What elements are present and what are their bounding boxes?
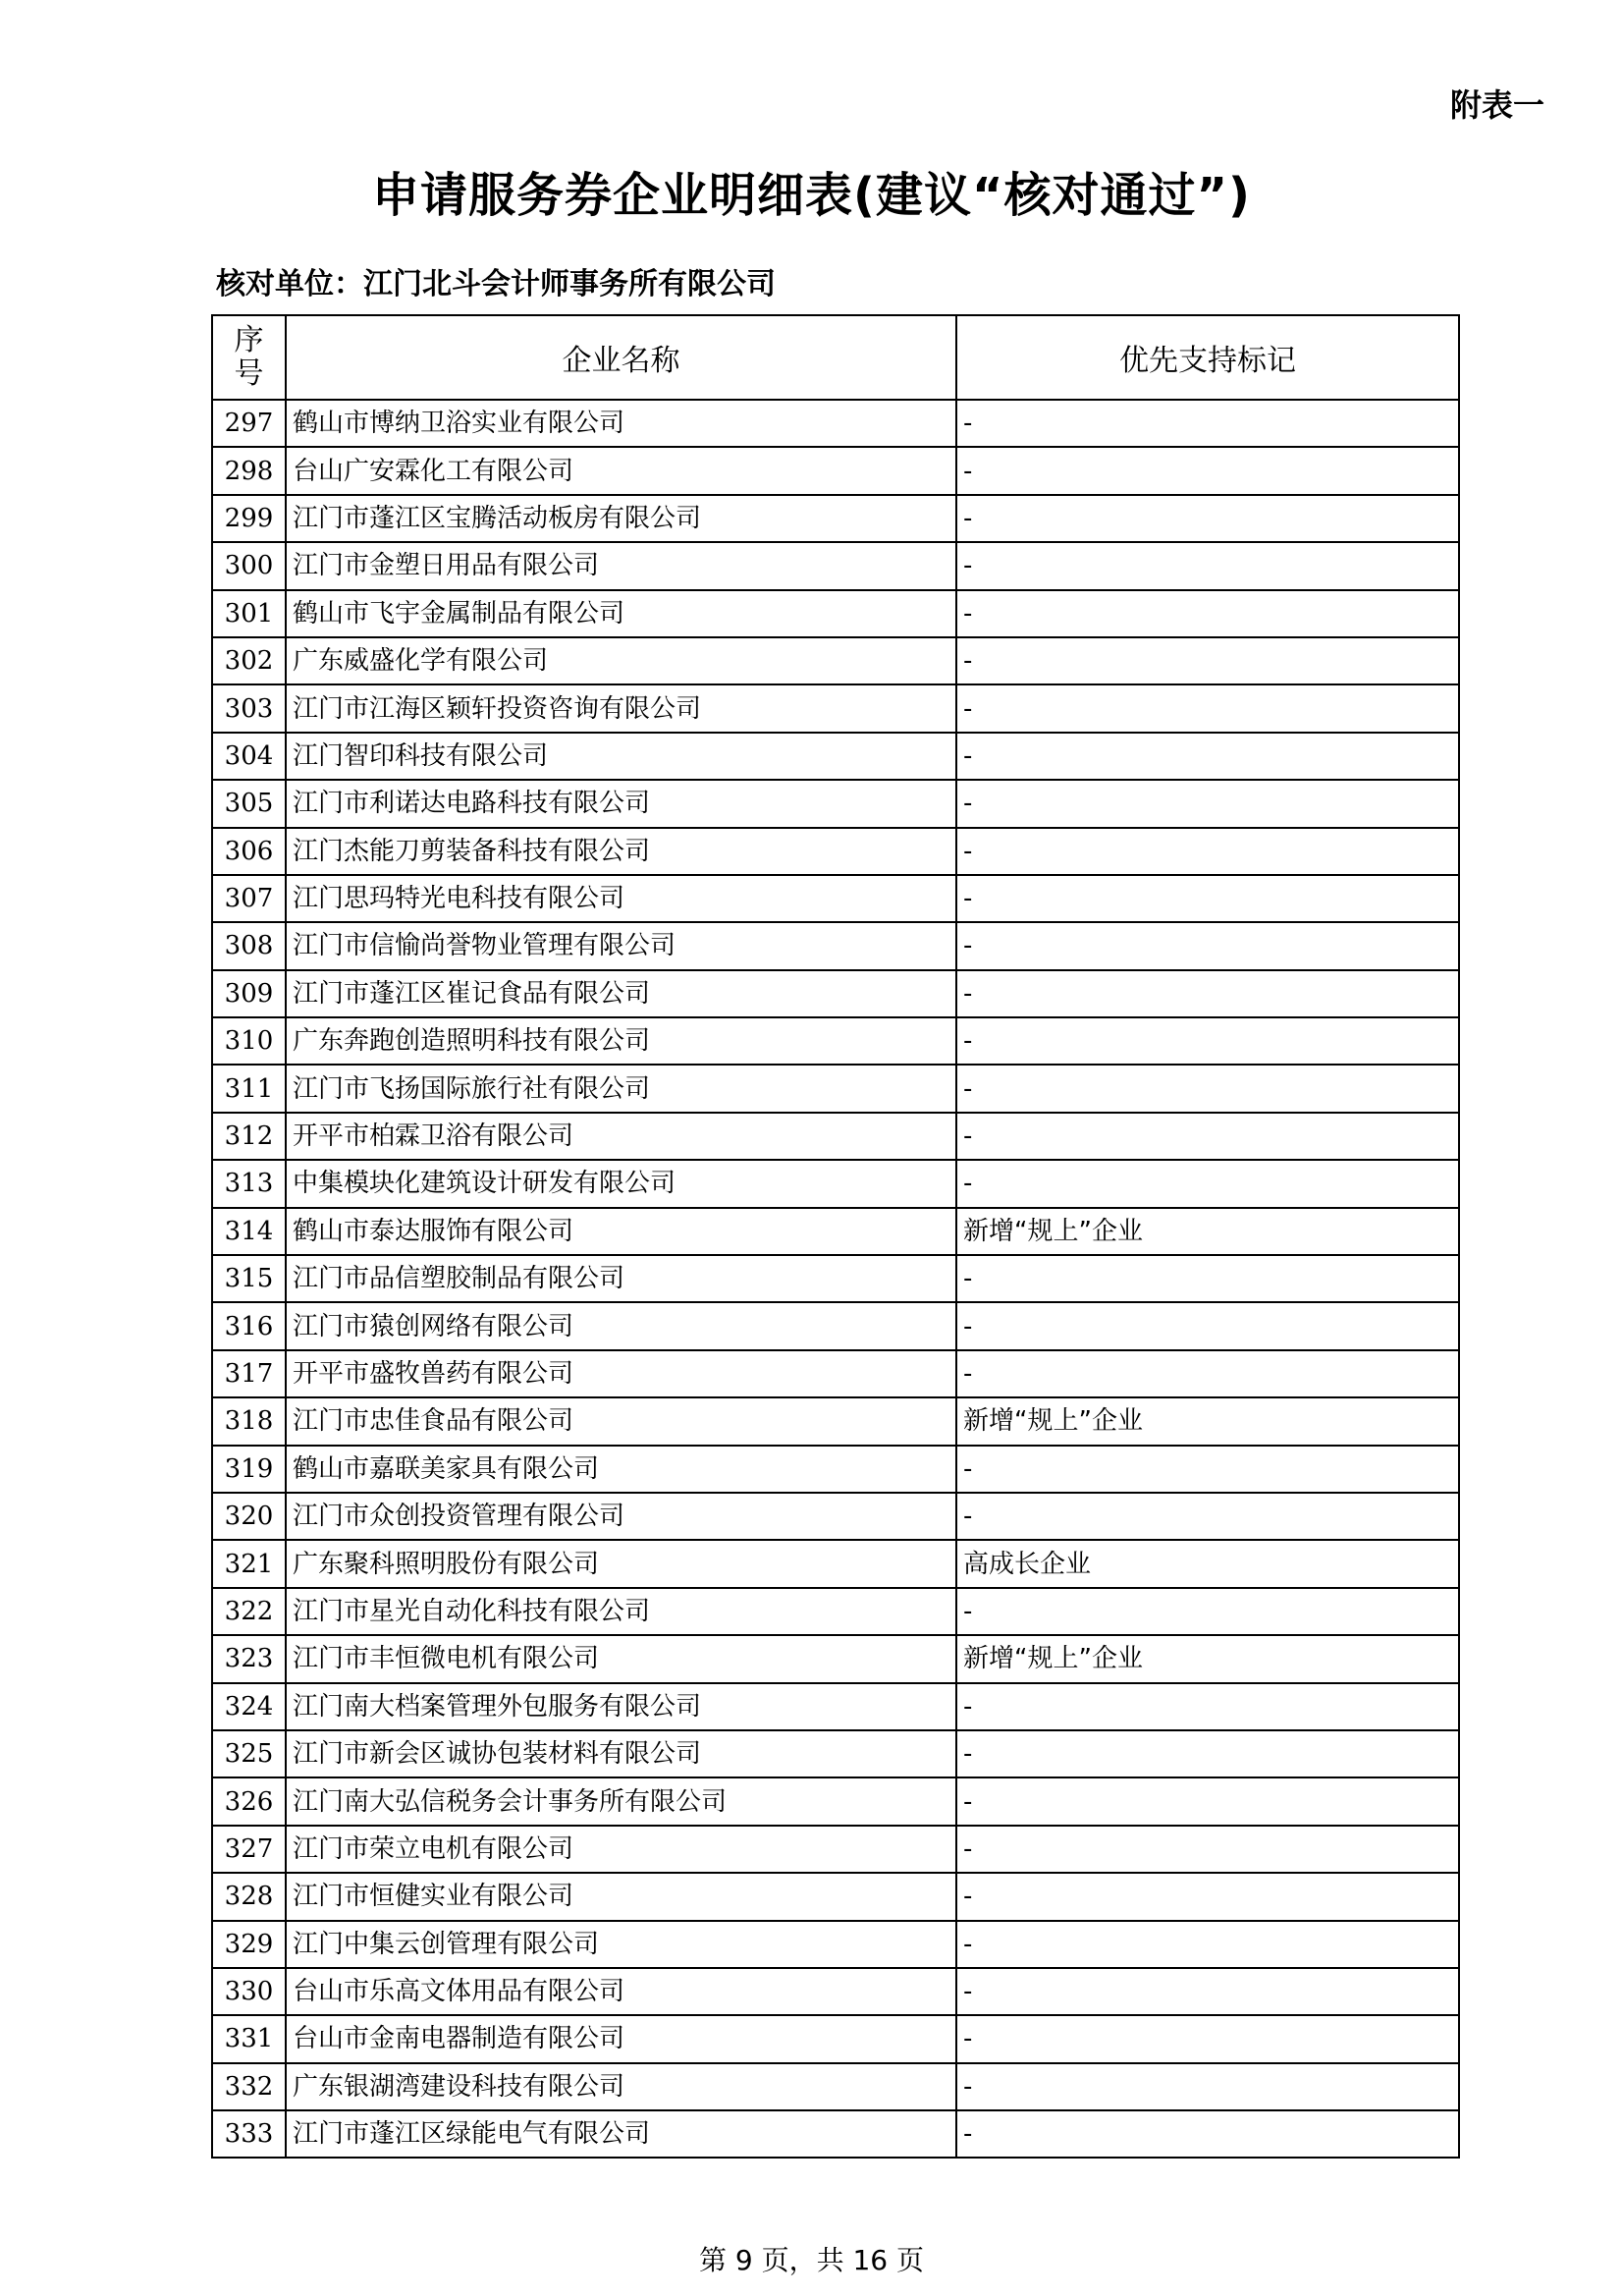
- row-priority-mark: -: [956, 1730, 1459, 1777]
- row-company-name: 江门市蓬江区绿能电气有限公司: [286, 2110, 956, 2158]
- row-serial-number: 312: [212, 1113, 286, 1160]
- row-serial-number: 328: [212, 1873, 286, 1920]
- row-company-name: 江门市猿创网络有限公司: [286, 1302, 956, 1349]
- row-priority-mark: -: [956, 970, 1459, 1017]
- table-row: [212, 733, 1459, 780]
- row-company-name: 广东聚科照明股份有限公司: [286, 1540, 956, 1587]
- row-company-name: 江门市星光自动化科技有限公司: [286, 1588, 956, 1635]
- row-serial-number: 313: [212, 1160, 286, 1207]
- row-company-name: 江门市荣立电机有限公司: [286, 1826, 956, 1873]
- row-priority-mark: -: [956, 447, 1459, 494]
- row-company-name: 广东威盛化学有限公司: [286, 637, 956, 684]
- table-row: [212, 1730, 1459, 1777]
- table-row: [212, 970, 1459, 1017]
- row-priority-mark: -: [956, 1446, 1459, 1493]
- row-company-name: 台山市金南电器制造有限公司: [286, 2015, 956, 2062]
- row-serial-number: 333: [212, 2110, 286, 2158]
- row-priority-mark: 新增“规上”企业: [956, 1208, 1459, 1255]
- row-serial-number: 316: [212, 1302, 286, 1349]
- row-priority-mark: -: [956, 2015, 1459, 2062]
- row-priority-mark: 新增“规上”企业: [956, 1397, 1459, 1445]
- row-serial-number: 323: [212, 1635, 286, 1682]
- row-serial-number: 320: [212, 1493, 286, 1540]
- table-row: [212, 1208, 1459, 1255]
- row-priority-mark: -: [956, 684, 1459, 732]
- row-priority-mark: -: [956, 1588, 1459, 1635]
- row-serial-number: 297: [212, 400, 286, 447]
- table-row: [212, 2110, 1459, 2158]
- row-serial-number: 317: [212, 1350, 286, 1397]
- row-company-name: 鹤山市嘉联美家具有限公司: [286, 1446, 956, 1493]
- verifier-line: 核对单位：江门北斗会计师事务所有限公司: [216, 267, 776, 301]
- row-priority-mark: -: [956, 922, 1459, 969]
- table-row: [212, 1302, 1459, 1349]
- row-company-name: 江门市品信塑胶制品有限公司: [286, 1255, 956, 1302]
- row-serial-number: 324: [212, 1683, 286, 1730]
- row-serial-number: 331: [212, 2015, 286, 2062]
- table-row: [212, 1446, 1459, 1493]
- row-priority-mark: -: [956, 780, 1459, 827]
- row-serial-number: 327: [212, 1826, 286, 1873]
- table-row: [212, 1826, 1459, 1873]
- row-priority-mark: -: [956, 1017, 1459, 1065]
- row-serial-number: 308: [212, 922, 286, 969]
- table-row: [212, 2015, 1459, 2062]
- row-company-name: 江门市丰恒微电机有限公司: [286, 1635, 956, 1682]
- row-company-name: 江门南大档案管理外包服务有限公司: [286, 1683, 956, 1730]
- row-company-name: 江门市飞扬国际旅行社有限公司: [286, 1065, 956, 1112]
- row-serial-number: 302: [212, 637, 286, 684]
- table-row: [212, 875, 1459, 922]
- table-row: [212, 780, 1459, 827]
- page-footer: 第 9 页，共 16 页: [698, 2244, 925, 2276]
- table-row: [212, 590, 1459, 637]
- row-serial-number: 329: [212, 1921, 286, 1968]
- row-priority-mark: -: [956, 1921, 1459, 1968]
- row-company-name: 开平市盛牧兽药有限公司: [286, 1350, 956, 1397]
- table-row: [212, 1017, 1459, 1065]
- row-priority-mark: 新增“规上”企业: [956, 1635, 1459, 1682]
- row-priority-mark: -: [956, 1065, 1459, 1112]
- row-priority-mark: -: [956, 495, 1459, 542]
- table-row: [212, 1113, 1459, 1160]
- row-priority-mark: -: [956, 1683, 1459, 1730]
- row-company-name: 江门市蓬江区宝腾活动板房有限公司: [286, 495, 956, 542]
- row-priority-mark: -: [956, 1968, 1459, 2015]
- table-row: [212, 2063, 1459, 2110]
- row-company-name: 江门中集云创管理有限公司: [286, 1921, 956, 1968]
- row-priority-mark: 高成长企业: [956, 1540, 1459, 1587]
- row-serial-number: 305: [212, 780, 286, 827]
- row-serial-number: 299: [212, 495, 286, 542]
- row-company-name: 中集模块化建筑设计研发有限公司: [286, 1160, 956, 1207]
- row-company-name: 江门市蓬江区崔记食品有限公司: [286, 970, 956, 1017]
- row-priority-mark: -: [956, 1302, 1459, 1349]
- table-row: [212, 1255, 1459, 1302]
- table-row: [212, 495, 1459, 542]
- table-row: [212, 684, 1459, 732]
- row-serial-number: 326: [212, 1777, 286, 1825]
- row-company-name: 江门市忠佳食品有限公司: [286, 1397, 956, 1445]
- row-serial-number: 318: [212, 1397, 286, 1445]
- company-table: [211, 314, 1460, 2159]
- row-serial-number: 307: [212, 875, 286, 922]
- table-header-row: [212, 315, 1459, 400]
- table-row: [212, 1493, 1459, 1540]
- row-serial-number: 300: [212, 542, 286, 589]
- header-priority-mark: 优先支持标记: [956, 315, 1459, 400]
- row-serial-number: 309: [212, 970, 286, 1017]
- row-serial-number: 303: [212, 684, 286, 732]
- row-company-name: 江门市恒健实业有限公司: [286, 1873, 956, 1920]
- row-serial-number: 321: [212, 1540, 286, 1587]
- header-company-name: 企业名称: [286, 315, 956, 400]
- row-serial-number: 301: [212, 590, 286, 637]
- row-company-name: 江门市众创投资管理有限公司: [286, 1493, 956, 1540]
- table-row: [212, 1683, 1459, 1730]
- row-serial-number: 306: [212, 828, 286, 875]
- annex-label: 附表一: [1449, 86, 1544, 124]
- row-company-name: 鹤山市博纳卫浴实业有限公司: [286, 400, 956, 447]
- row-company-name: 江门南大弘信税务会计事务所有限公司: [286, 1777, 956, 1825]
- row-serial-number: 319: [212, 1446, 286, 1493]
- row-priority-mark: -: [956, 542, 1459, 589]
- row-serial-number: 314: [212, 1208, 286, 1255]
- row-company-name: 鹤山市泰达服饰有限公司: [286, 1208, 956, 1255]
- table-row: [212, 1065, 1459, 1112]
- row-serial-number: 332: [212, 2063, 286, 2110]
- row-priority-mark: -: [956, 1113, 1459, 1160]
- row-company-name: 江门思玛特光电科技有限公司: [286, 875, 956, 922]
- row-company-name: 江门市江海区颖轩投资咨询有限公司: [286, 684, 956, 732]
- row-priority-mark: -: [956, 828, 1459, 875]
- table-row: [212, 1540, 1459, 1587]
- row-priority-mark: -: [956, 1826, 1459, 1873]
- row-priority-mark: -: [956, 2110, 1459, 2158]
- table-row: [212, 922, 1459, 969]
- row-company-name: 江门杰能刀剪装备科技有限公司: [286, 828, 956, 875]
- row-priority-mark: -: [956, 1873, 1459, 1920]
- row-priority-mark: -: [956, 1777, 1459, 1825]
- row-serial-number: 315: [212, 1255, 286, 1302]
- table-row: [212, 828, 1459, 875]
- row-company-name: 江门智印科技有限公司: [286, 733, 956, 780]
- table-row: [212, 1777, 1459, 1825]
- row-company-name: 江门市新会区诚协包装材料有限公司: [286, 1730, 956, 1777]
- table-row: [212, 1588, 1459, 1635]
- row-company-name: 江门市金塑日用品有限公司: [286, 542, 956, 589]
- row-priority-mark: -: [956, 733, 1459, 780]
- row-priority-mark: -: [956, 875, 1459, 922]
- table-row: [212, 1350, 1459, 1397]
- table-row: [212, 637, 1459, 684]
- header-serial-number: 序 号: [212, 315, 286, 400]
- row-serial-number: 310: [212, 1017, 286, 1065]
- row-priority-mark: -: [956, 1255, 1459, 1302]
- page-title: 申请服务券企业明细表(建议“核对通过”): [372, 168, 1251, 223]
- row-company-name: 广东银湖湾建设科技有限公司: [286, 2063, 956, 2110]
- table-row: [212, 1397, 1459, 1445]
- table-row: [212, 400, 1459, 447]
- table-row: [212, 1635, 1459, 1682]
- row-company-name: 台山市乐高文体用品有限公司: [286, 1968, 956, 2015]
- row-company-name: 广东奔跑创造照明科技有限公司: [286, 1017, 956, 1065]
- table-row: [212, 1921, 1459, 1968]
- row-company-name: 鹤山市飞宇金属制品有限公司: [286, 590, 956, 637]
- row-serial-number: 325: [212, 1730, 286, 1777]
- row-priority-mark: -: [956, 400, 1459, 447]
- row-priority-mark: -: [956, 590, 1459, 637]
- row-company-name: 台山广安霖化工有限公司: [286, 447, 956, 494]
- row-company-name: 开平市柏霖卫浴有限公司: [286, 1113, 956, 1160]
- table-row: [212, 1968, 1459, 2015]
- row-serial-number: 330: [212, 1968, 286, 2015]
- table-row: [212, 447, 1459, 494]
- table-row: [212, 1160, 1459, 1207]
- row-serial-number: 322: [212, 1588, 286, 1635]
- row-priority-mark: -: [956, 2063, 1459, 2110]
- row-priority-mark: -: [956, 1160, 1459, 1207]
- row-serial-number: 304: [212, 733, 286, 780]
- row-serial-number: 298: [212, 447, 286, 494]
- table-row: [212, 542, 1459, 589]
- table-row: [212, 1873, 1459, 1920]
- row-company-name: 江门市利诺达电路科技有限公司: [286, 780, 956, 827]
- row-priority-mark: -: [956, 637, 1459, 684]
- row-company-name: 江门市信愉尚誉物业管理有限公司: [286, 922, 956, 969]
- table-body: [212, 400, 1459, 2158]
- row-priority-mark: -: [956, 1493, 1459, 1540]
- row-priority-mark: -: [956, 1350, 1459, 1397]
- row-serial-number: 311: [212, 1065, 286, 1112]
